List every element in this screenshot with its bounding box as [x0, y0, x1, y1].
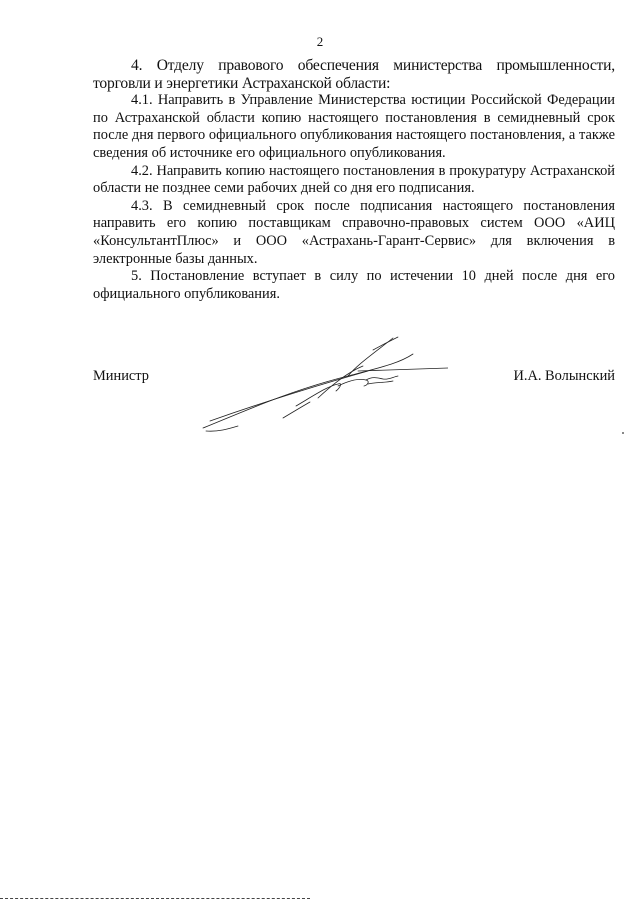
scan-speck — [622, 432, 624, 434]
paragraph-4-3: 4.3. В семидневный срок после подписания настоящего постановления направить его копию поставщикам справочно-правовых систем ООО «АИЦ «КонсультантПлюс» и ООО «Астрахань-Гарант-Сервис» для включения в электронные базы данных. — [93, 197, 615, 267]
signatory-title: Министр — [93, 368, 149, 384]
footer-rule — [0, 898, 310, 900]
page-number: 2 — [316, 34, 324, 49]
signatory-name: И.А. Волынский — [513, 368, 615, 384]
document-body — [93, 57, 615, 303]
handwritten-signature — [198, 336, 448, 436]
paragraph-4-2: 4.2. Направить копию настоящего постановления в прокуратуру Астраханской области не позднее семи рабочих дней со дня его подписания. — [93, 162, 615, 197]
paragraph-5: 5. Постановление вступает в силу по истечении 10 дней после дня его официального опубликования. — [93, 268, 615, 302]
signature-block — [93, 358, 615, 448]
paragraph-4-1: 4.1. Направить в Управление Министерства юстиции Российской Федерации по Астраханской области копию настоящего постановления в семидневный срок после дня первого официального опубликования настоящего постановления, а также сведения об источнике его официального опубликования. — [93, 92, 615, 161]
paragraph-4: 4. Отделу правового обеспечения министерства промышленности, торговли и энергетики Астраханской области: — [93, 57, 615, 92]
